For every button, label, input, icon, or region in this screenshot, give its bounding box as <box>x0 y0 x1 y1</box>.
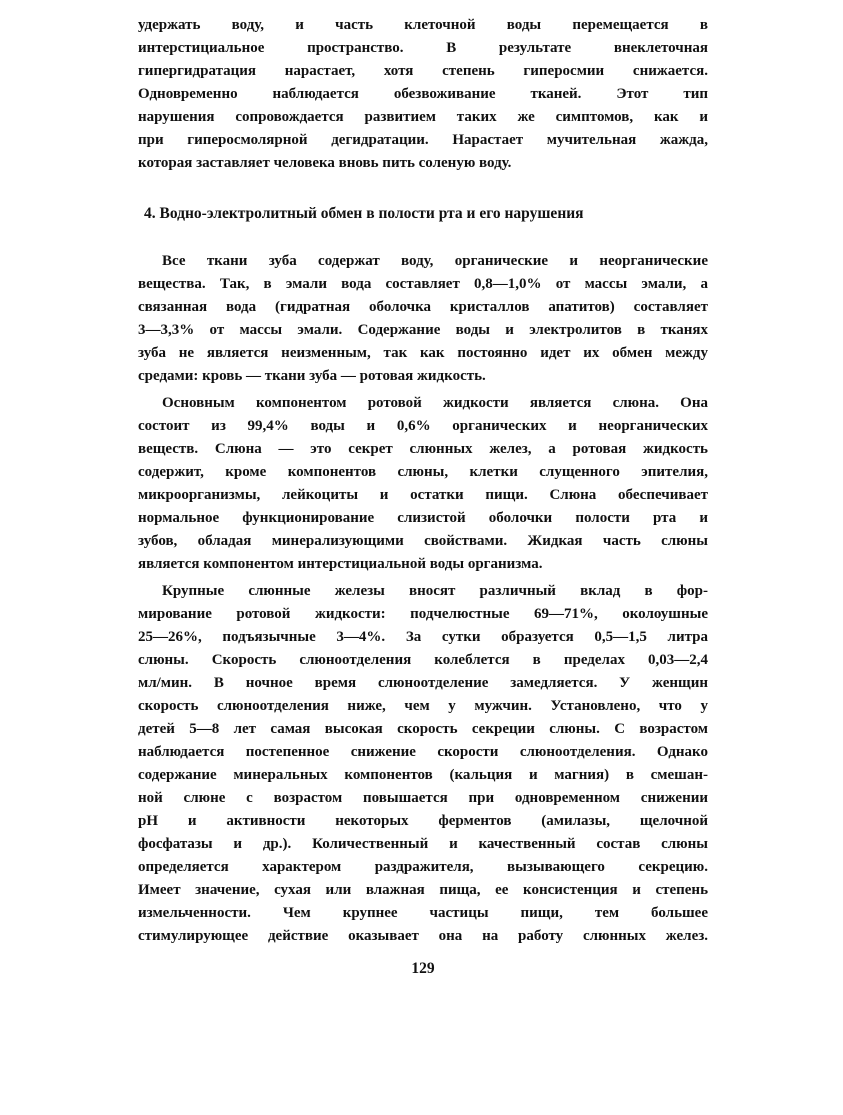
text-line: скорость слюноотделения ниже, чем у мужчин. Установлено, что у <box>138 698 708 714</box>
text-line: связанная вода (гидратная оболочка кристаллов апатитов) составляет <box>138 299 708 315</box>
text-line: слюны. Скорость слюноотделения колеблется в пределах 0,03—2,4 <box>138 652 708 668</box>
text-line: нормальное функционирование слизистой оболочки полости рта и <box>138 510 708 526</box>
text-line: pH и активности некоторых ферментов (амилазы, щелочной <box>138 813 708 829</box>
text-line: мл/мин. В ночное время слюноотделение замедляется. У женщин <box>138 675 708 691</box>
text-line: состоит из 99,4% воды и 0,6% органических и неорганических <box>138 418 708 434</box>
text-line: определяется характером раздражителя, вызывающего секрецию. <box>138 859 708 875</box>
text-line: зуба не является неизменным, так как постоянно идет их обмен между <box>138 345 708 361</box>
text-line: интерстициальное пространство. В результате внеклеточная <box>138 40 708 56</box>
text-line: 3—3,3% от массы эмали. Содержание воды и электролитов в тканях <box>138 322 708 338</box>
text-line: наблюдается постепенное снижение скорости слюноотделения. Однако <box>138 744 708 760</box>
text-line: зубов, обладая минерализующими свойствами. Жидкая часть слюны <box>138 533 708 549</box>
text-line: при гиперосмолярной дегидратации. Нарастает мучительная жажда, <box>138 132 708 148</box>
paragraph-salivary-glands <box>138 580 708 948</box>
text-line: вещества. Так, в эмали вода составляет 0,8—1,0% от массы эмали, а <box>138 276 708 292</box>
text-line: которая заставляет человека вновь пить соленую воду. <box>138 155 512 171</box>
paragraph-saliva <box>138 392 708 576</box>
text-line: микроорганизмы, лейкоциты и остатки пищи. Слюна обеспечивает <box>138 487 708 503</box>
text-line: измельченности. Чем крупнее частицы пищи, тем большее <box>138 905 708 921</box>
text-line: удержать воду, и часть клеточной воды перемещается в <box>138 17 708 33</box>
text-line: Все ткани зуба содержат воду, органические и неорганические <box>162 253 708 269</box>
page-number: 129 <box>411 960 435 977</box>
section-heading: 4. Водно-электролитный обмен в полости рта и его нарушения <box>144 205 584 222</box>
text-line: ной слюне с возрастом повышается при одновременном снижении <box>138 790 708 806</box>
text-line: фосфатазы и др.). Количественный и качественный состав слюны <box>138 836 708 852</box>
text-line: Одновременно наблюдается обезвоживание тканей. Этот тип <box>138 86 708 102</box>
text-line: нарушения сопровождается развитием таких же симптомов, как и <box>138 109 708 125</box>
text-line: средами: кровь — ткани зуба — ротовая жидкость. <box>138 368 486 384</box>
text-line: стимулирующее действие оказывает она на работу слюнных желез. <box>138 928 708 944</box>
text-line: содержит, кроме компонентов слюны, клетки слущенного эпителия, <box>138 464 708 480</box>
book-page <box>138 14 708 977</box>
text-line: детей 5—8 лет самая высокая скорость секреции слюны. С возрастом <box>138 721 708 737</box>
text-line: мирование ротовой жидкости: подчелюстные 69—71%, околоушные <box>138 606 708 622</box>
text-line: Крупные слюнные железы вносят различный вклад в фор- <box>162 583 708 599</box>
text-line: Основным компонентом ротовой жидкости является слюна. Она <box>162 395 708 411</box>
paragraph-continued <box>138 14 708 175</box>
paragraph-teeth-tissues <box>138 250 708 388</box>
text-line: веществ. Слюна — это секрет слюнных желез, а ротовая жидкость <box>138 441 708 457</box>
text-line: 25—26%, подъязычные 3—4%. За сутки образуется 0,5—1,5 литра <box>138 629 708 645</box>
text-line: гипергидратация нарастает, хотя степень гиперосмии снижается. <box>138 63 708 79</box>
text-line: Имеет значение, сухая или влажная пища, ее консистенция и степень <box>138 882 708 898</box>
text-line: содержание минеральных компонентов (кальция и магния) в смешан- <box>138 767 708 783</box>
text-line: является компонентом интерстициальной воды организма. <box>138 556 543 572</box>
